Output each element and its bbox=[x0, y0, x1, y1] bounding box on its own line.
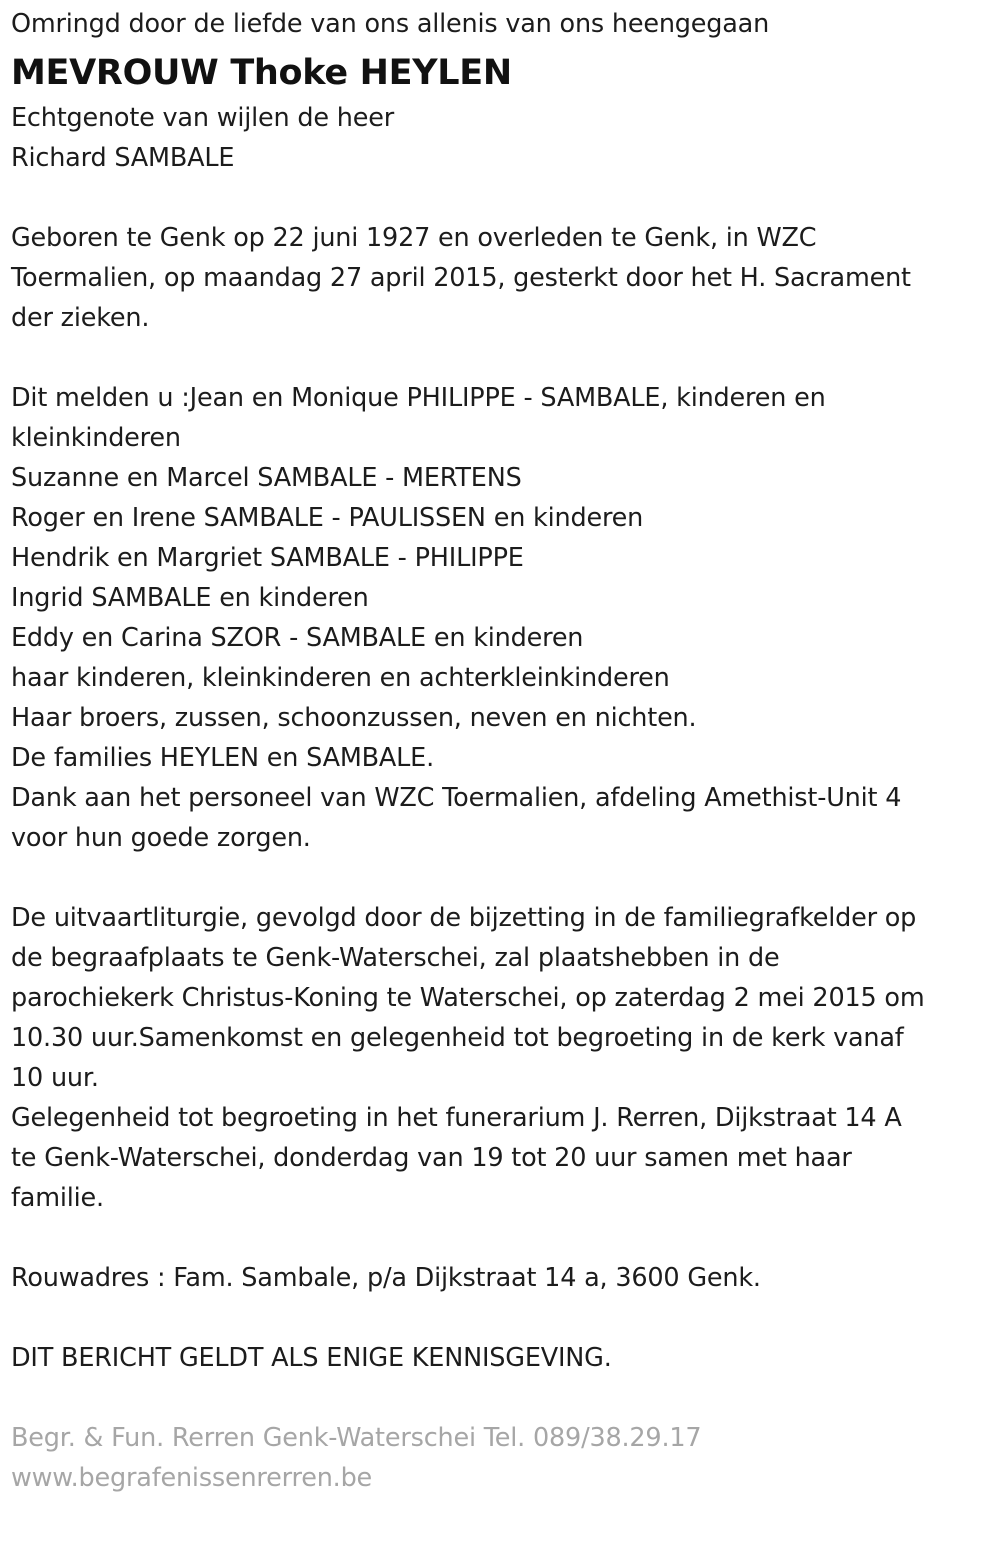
spacer bbox=[11, 1298, 991, 1338]
funeral-home-website: www.begrafenissenrerren.be bbox=[11, 1463, 373, 1493]
spacer bbox=[11, 178, 991, 218]
spouse-line: Echtgenote van wijlen de heer bbox=[11, 103, 394, 133]
spouse-line: Richard SAMBALE bbox=[11, 143, 235, 173]
mourning-address: Rouwadres : Fam. Sambale, p/a Dijkstraat 14 a, 3600 Genk. bbox=[11, 1263, 761, 1293]
family-line: kleinkinderen bbox=[11, 423, 181, 453]
funeral-home-footer bbox=[11, 1418, 991, 1498]
funeral-line: De uitvaartliturgie, gevolgd door de bijzetting in de familiegrafkelder op bbox=[11, 903, 917, 933]
notice-line: DIT BERICHT GELDT ALS ENIGE KENNISGEVING. bbox=[11, 1343, 612, 1373]
funeral-line: 10.30 uur.Samenkomst en gelegenheid tot begroeting in de kerk vanaf bbox=[11, 1023, 904, 1053]
family-line: Eddy en Carina SZOR - SAMBALE en kinderen bbox=[11, 623, 584, 653]
funeral-home-contact: Begr. & Fun. Rerren Genk-Waterschei Tel. 089/38.29.17 bbox=[11, 1423, 702, 1453]
funeral-line: 10 uur. bbox=[11, 1063, 99, 1093]
family-line: Suzanne en Marcel SAMBALE - MERTENS bbox=[11, 463, 522, 493]
family-line: Haar broers, zussen, schoonzussen, neven en nichten. bbox=[11, 703, 697, 733]
funeral-line: de begraafplaats te Genk-Waterschei, zal plaatshebben in de bbox=[11, 943, 780, 973]
birth-death-line: Geboren te Genk op 22 juni 1927 en overleden te Genk, in WZC bbox=[11, 223, 817, 253]
funeral-line: parochiekerk Christus-Koning te Waterschei, op zaterdag 2 mei 2015 om bbox=[11, 983, 925, 1013]
spacer bbox=[11, 858, 991, 898]
family-line: Dit melden u :Jean en Monique PHILIPPE - SAMBALE, kinderen en bbox=[11, 383, 826, 413]
birth-death-line: Toermalien, op maandag 27 april 2015, gesterkt door het H. Sacrament bbox=[11, 263, 911, 293]
birth-death-line: der zieken. bbox=[11, 303, 150, 333]
birth-death-block bbox=[11, 218, 991, 338]
funeral-block bbox=[11, 898, 991, 1218]
funeral-line: Gelegenheid tot begroeting in het funerarium J. Rerren, Dijkstraat 14 A bbox=[11, 1103, 902, 1133]
spacer bbox=[11, 1378, 991, 1418]
obituary-document bbox=[11, 4, 991, 1498]
family-line: Ingrid SAMBALE en kinderen bbox=[11, 583, 369, 613]
family-line: haar kinderen, kleinkinderen en achterkleinkinderen bbox=[11, 663, 670, 693]
family-block bbox=[11, 378, 991, 858]
funeral-line: te Genk-Waterschei, donderdag van 19 tot 20 uur samen met haar bbox=[11, 1143, 852, 1173]
intro-line: Omringd door de liefde van ons allenis van ons heengegaan bbox=[11, 9, 770, 39]
family-line: voor hun goede zorgen. bbox=[11, 823, 311, 853]
family-line: Dank aan het personeel van WZC Toermalien, afdeling Amethist-Unit 4 bbox=[11, 783, 902, 813]
family-line: De families HEYLEN en SAMBALE. bbox=[11, 743, 434, 773]
spacer bbox=[11, 338, 991, 378]
family-line: Hendrik en Margriet SAMBALE - PHILIPPE bbox=[11, 543, 524, 573]
deceased-name: MEVROUW Thoke HEYLEN bbox=[11, 53, 512, 93]
spacer bbox=[11, 1218, 991, 1258]
spouse-block bbox=[11, 98, 991, 178]
funeral-line: familie. bbox=[11, 1183, 104, 1213]
family-line: Roger en Irene SAMBALE - PAULISSEN en kinderen bbox=[11, 503, 644, 533]
